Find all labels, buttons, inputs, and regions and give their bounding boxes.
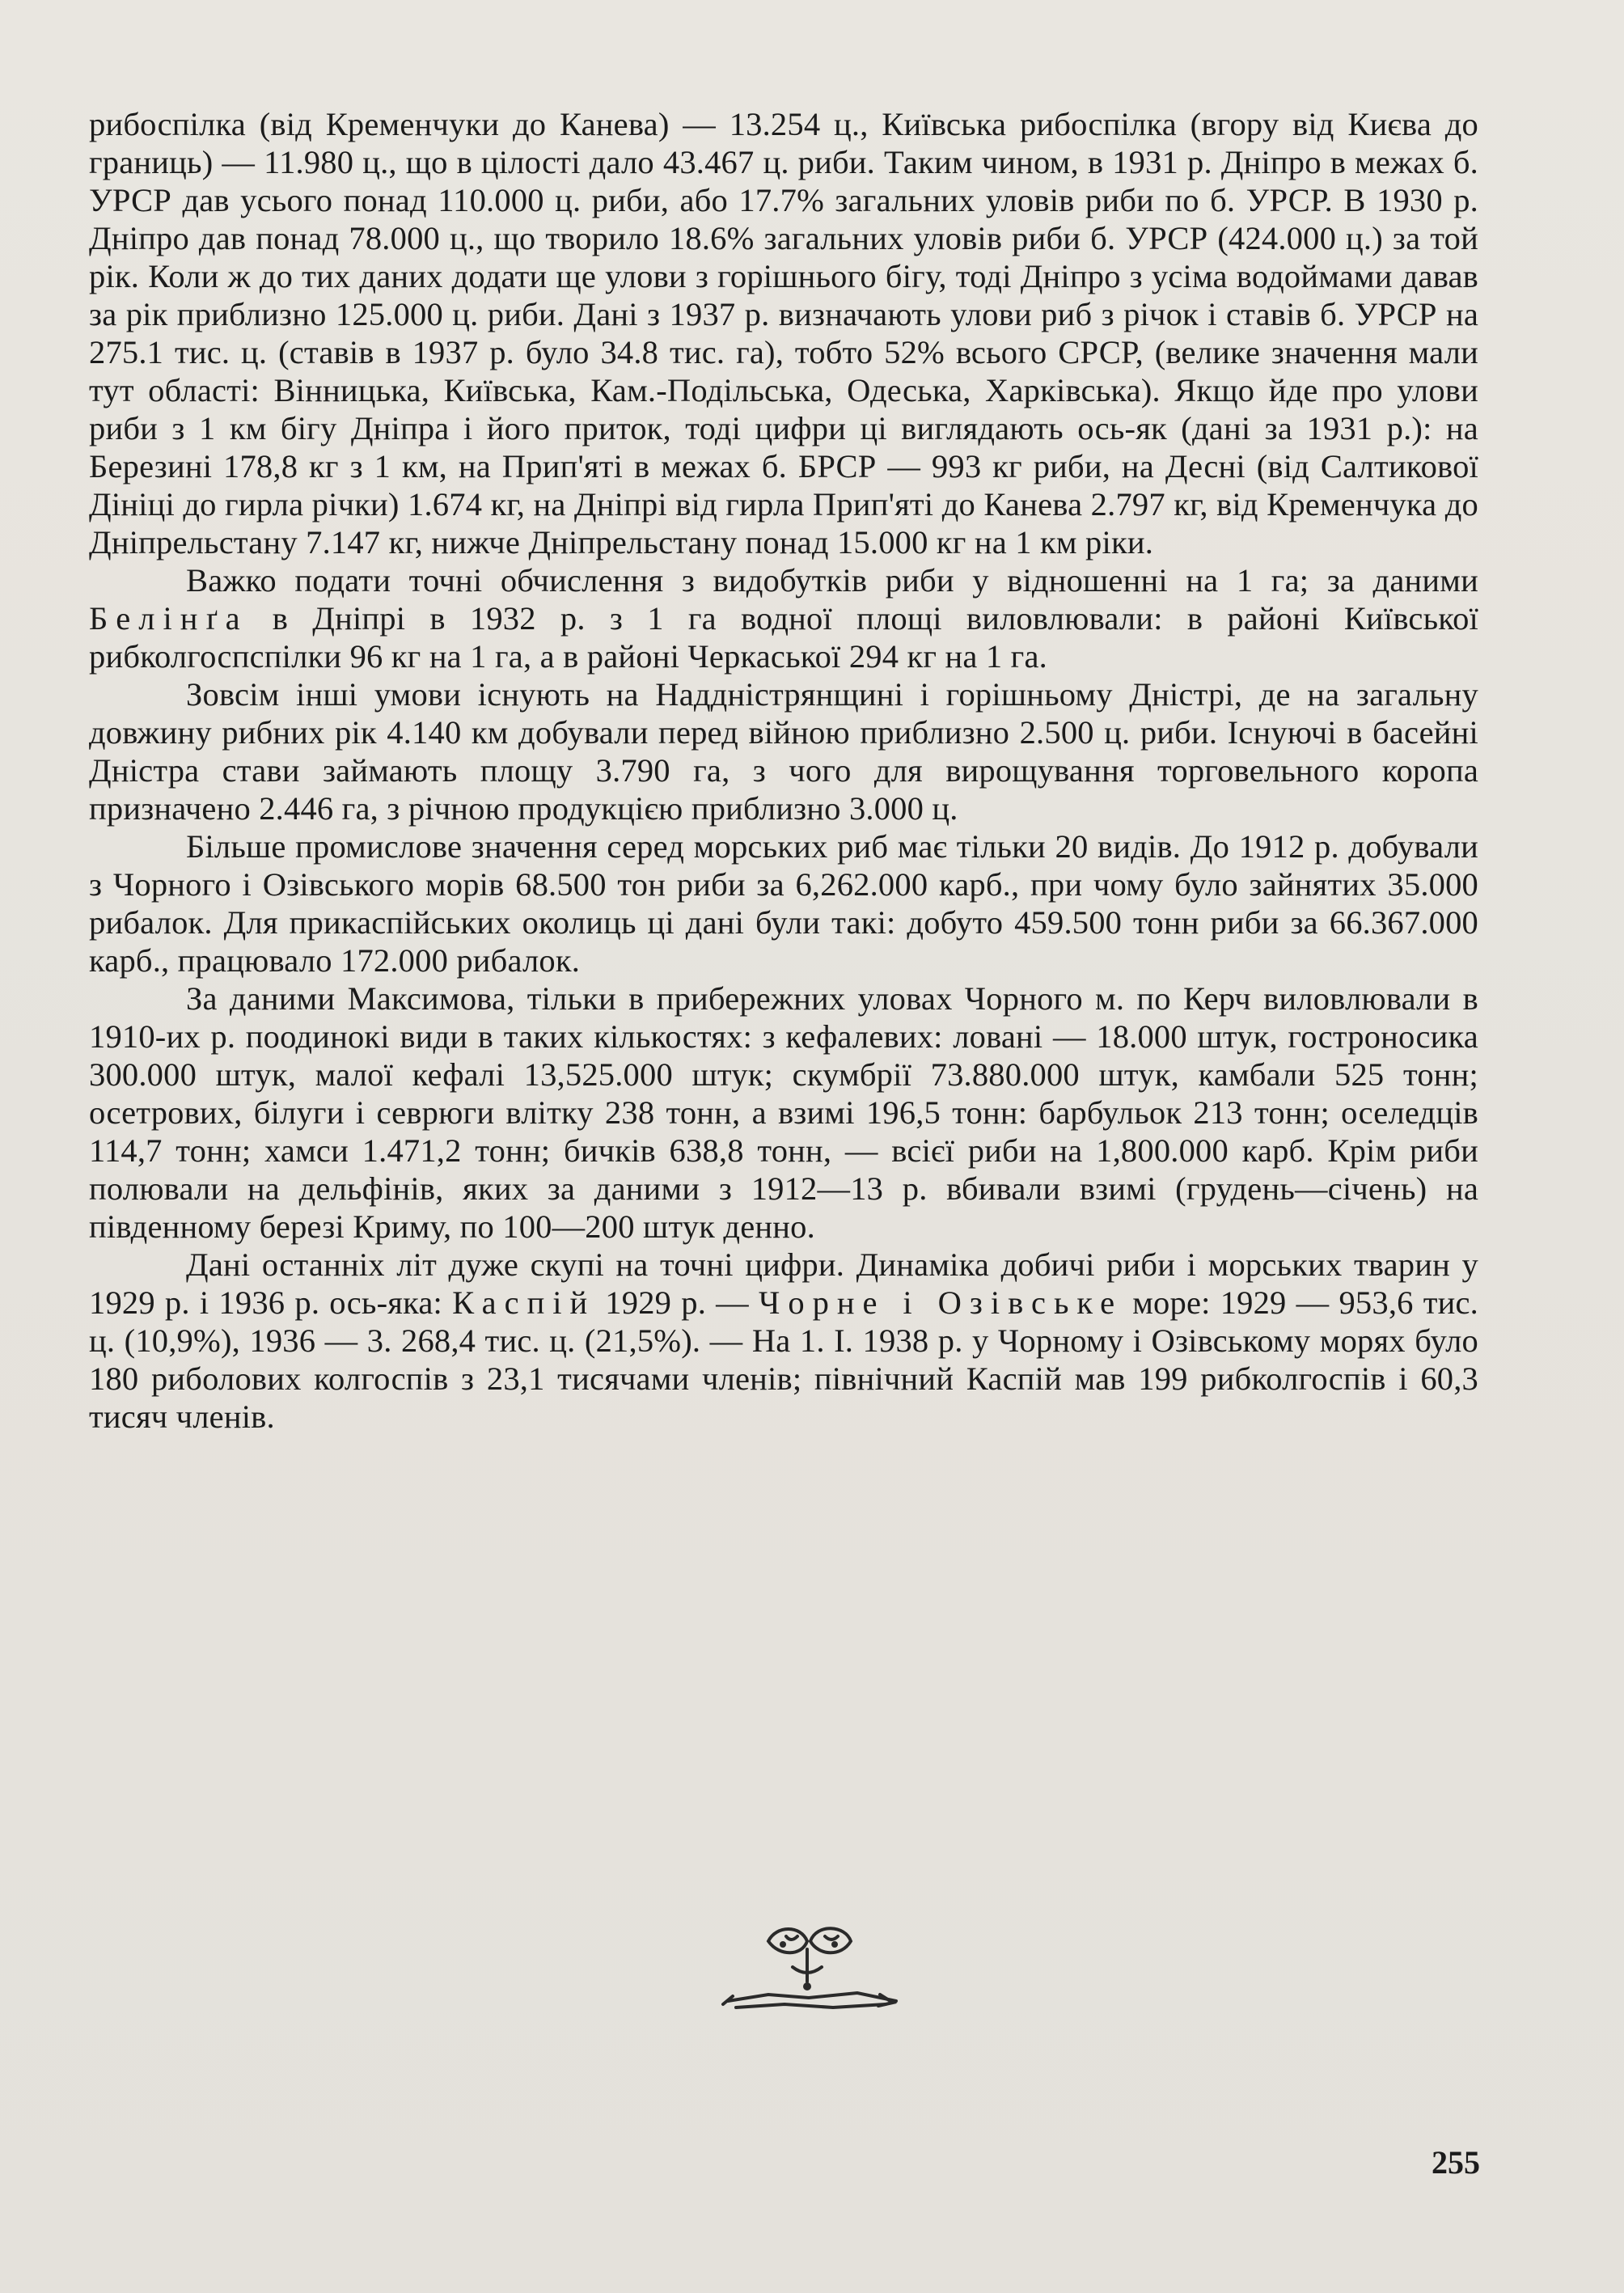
paragraph	[89, 979, 1478, 1246]
text-segment: За даними Максимова, тільки в прибережних уловах Чорного м. по Керч виловлювали в 1910-их р. поодинокі види в таких кількостях: з кефалевих: ловані — 18.000 штук, гостроносика 300.000 штук, малої кефалі 13,525.000 штук; скумбрії 73.880.000 штук, камбали 525 тонн; осетрових, білуги і севрюги влітку 238 тонн, а взимі 196,5 тонн: барбульок 213 тонн; оселедців 114,7 тонн; хамси 1.471,2 тонн; бичків 638,8 тонн, — всієї риби на 1,800.000 карб. Крім риби полювали на дельфінів, яких за даними з 1912—13 р. вбивали взимі (грудень—січень) на південному березі Криму, по 100—200 штук денно.	[89, 980, 1478, 1245]
page-number: 255	[1432, 2144, 1480, 2181]
spaced-text: Каспій	[452, 1284, 596, 1321]
text-segment: Важко подати точні обчислення з видобутків риби у відношенні на 1 га; за даними	[186, 562, 1478, 599]
paragraph	[89, 827, 1478, 979]
text-segment: море: 1929 — 953,6 тис. ц. (10,9%), 1936 — 3. 268,4 тис. ц. (21,5%). — На 1. І. 1938 р. у Чорному і Озівському морях було 180 риболових колгоспів з 23,1 тисячами членів; північний Каспій мав 199 рибколгоспів і 60,3 тисяч членів.	[89, 1284, 1479, 1435]
spaced-text: Чорне і Озівське	[759, 1284, 1123, 1321]
paragraph	[89, 561, 1478, 675]
fish-ornament-icon	[712, 1917, 906, 2022]
paragraph	[89, 105, 1478, 561]
body-text	[89, 105, 1478, 1436]
text-segment: Більше промислове значення серед морських риб має тільки 20 видів. До 1912 р. добували з Чорного і Озівського морів 68.500 тон риби за 6,262.000 карб., при чому було зайнятих 35.000 рибалок. Для прикаспійських околиць ці дані були такі: добуто 459.500 тонн риби за 66.367.000 карб., працювало 172.000 рибалок.	[89, 828, 1478, 979]
text-segment: 1929 р. —	[595, 1284, 759, 1321]
spaced-text: Белінґа	[89, 600, 248, 637]
paragraph	[89, 675, 1478, 827]
text-segment: рибоспілка (від Кременчуки до Канева) — 13.254 ц., Київська рибоспілка (вгору від Києва до границь) — 11.980 ц., що в цілості дало 43.467 ц. риби. Таким чином, в 1931 р. Дніпро в межах б. УРСР дав усього понад 110.000 ц. риби, або 17.7% загальних уловів риби по б. УРСР. В 1930 р. Дніпро дав понад 78.000 ц., що творило 18.6% загальних уловів риби б. УРСР (424.000 ц.) за той рік. Коли ж до тих даних додати ще улови з горішнього бігу, тоді Дніпро з усіма водоймами давав за рік приблизно 125.000 ц. риби. Дані з 1937 р. визначають улови риб з річок і ставів б. УРСР на 275.1 тис. ц. (ставів в 1937 р. було 34.8 тис. га), тобто 52% всього СРСР, (велике значення мали тут області: Вінницька, Київська, Кам.-Подільська, Одеська, Харківська). Якщо йде про улови риби з 1 км бігу Дніпра і його приток, тоді цифри ці виглядають ось-як (дані за 1931 р.): на Березині 178,8 кг з 1 км, на Прип'яті в межах б. БРСР — 993 кг риби, на Десні (від Салтикової Дініці до гирла річки) 1.674 кг, на Дніпрі від гирла Прип'яті до Канева 2.797 кг, від Кременчука до Дніпрельстану 7.147 кг, нижче Дніпрельстану понад 15.000 кг на 1 км ріки.	[89, 106, 1478, 561]
text-segment: Дані останніх літ дуже скупі на точні цифри. Динаміка добичі риби і морських тварин у 1929 р. і 1936 р. ось-яка:	[89, 1246, 1478, 1321]
paragraph	[89, 1246, 1478, 1436]
text-segment: Зовсім інші умови існують на Наддністрянщині і горішньому Дністрі, де на загальну довжину рибних рік 4.140 км добували перед війною приблизно 2.500 ц. риби. Існуючі в басейні Дністра стави займають площу 3.790 га, з чого для вирощування торговельного коропа призначено 2.446 га, з річною продукцією приблизно 3.000 ц.	[89, 676, 1478, 827]
text-segment: в Дніпрі в 1932 р. з 1 га водної площі виловлювали: в районі Київської рибколгоспспілки 96 кг на 1 га, а в районі Черкаської 294 кг на 1 га.	[89, 600, 1478, 675]
